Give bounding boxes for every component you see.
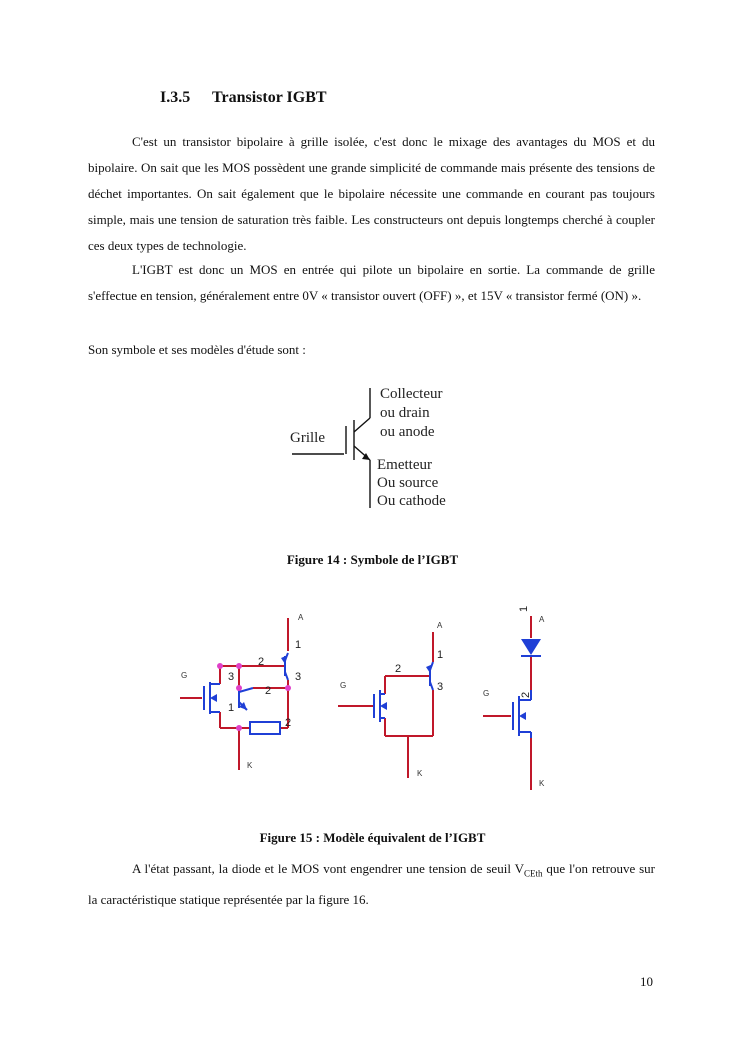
label-k: K [539, 779, 545, 788]
node-dot [236, 685, 242, 691]
pin-1: 1 [228, 702, 235, 714]
label-k: K [247, 761, 253, 770]
label-collecteur: Collecteur [380, 386, 443, 402]
pin-2: 2 [395, 663, 402, 675]
figure-14-caption: Figure 14 : Symbole de l’IGBT [286, 552, 459, 567]
pin-3: 3 [228, 671, 235, 683]
node-dot [236, 663, 242, 669]
label-g: G [340, 681, 347, 690]
collector-branch [354, 418, 370, 432]
mos-arrow-icon [380, 702, 387, 710]
section-number: I.3.5 [160, 89, 191, 106]
model-3-diode-mos [483, 606, 545, 790]
pin-1: 1 [518, 605, 530, 612]
model-2-mos-bipolar [338, 621, 443, 778]
paragraph-3: Son symbole et ses modèles d'étude sont : [88, 342, 306, 357]
paragraph-4 [88, 856, 655, 913]
pin-3: 3 [437, 681, 444, 693]
label-g: G [181, 671, 188, 680]
mos-arrow-icon [210, 694, 217, 702]
section-heading [160, 89, 327, 107]
pin-2: 2 [520, 691, 532, 698]
label-anode: ou anode [380, 424, 435, 440]
paragraph-4-text-end: que l'on retrouve sur la caractéristique statique représentée par la figure 16. [88, 861, 655, 907]
diode-icon [521, 639, 541, 655]
label-cathode: Ou cathode [377, 493, 446, 509]
node-dot [236, 725, 242, 731]
label-a: A [437, 621, 443, 630]
label-g: G [483, 689, 490, 698]
vceth-subscript: CEth [523, 868, 543, 879]
igbt-models-figure [175, 598, 565, 798]
mos-arrow-icon [519, 712, 526, 720]
figure-15-caption: Figure 15 : Modèle équivalent de l’IGBT [259, 830, 486, 845]
pin-1: 1 [295, 639, 302, 651]
paragraph-1: C'est un transistor bipolaire à grille isolée, c'est donc le mixage des avantages du MOS et du bipolaire. On sait que les MOS possèdent une grande simplicité de commande mais présente des tensions de déchet importantes. On sait également que le bipolaire nécessite une commande en courant pas toujours simple, mais une tension de saturation très faible. Les constructeurs ont depuis longtemps cherché à coupler ces deux types de technologie. [88, 134, 655, 253]
label-k: K [417, 769, 423, 778]
label-emetteur: Emetteur [377, 457, 432, 473]
paragraph-4-text: A l'état passant, la diode et le MOS vont engendrer une tension de seuil V [132, 861, 524, 876]
label-a: A [298, 613, 304, 622]
igbt-symbol-figure [280, 380, 480, 515]
node-dot [217, 663, 223, 669]
paragraph-2: L'IGBT est donc un MOS en entrée qui pilote un bipolaire en sortie. La commande de grille s'effectue en tension, généralement entre 0V « transistor ouvert (OFF) », et 15V « transistor fermé (ON) ». [88, 262, 655, 303]
label-a: A [539, 615, 545, 624]
pin-2: 2 [285, 717, 292, 729]
pin-1: 1 [437, 649, 444, 661]
pin-2: 2 [265, 685, 272, 697]
node-dot [285, 685, 291, 691]
pin-3: 3 [295, 671, 302, 683]
bjt-arrow-icon [426, 664, 433, 673]
label-grille: Grille [290, 430, 325, 446]
pin-2: 2 [258, 656, 265, 668]
page-number: 10 [640, 974, 653, 989]
model-1-mos-two-bipolar [180, 613, 304, 770]
section-title: Transistor IGBT [212, 89, 327, 106]
label-source: Ou source [377, 475, 439, 491]
label-drain: ou drain [380, 405, 430, 421]
